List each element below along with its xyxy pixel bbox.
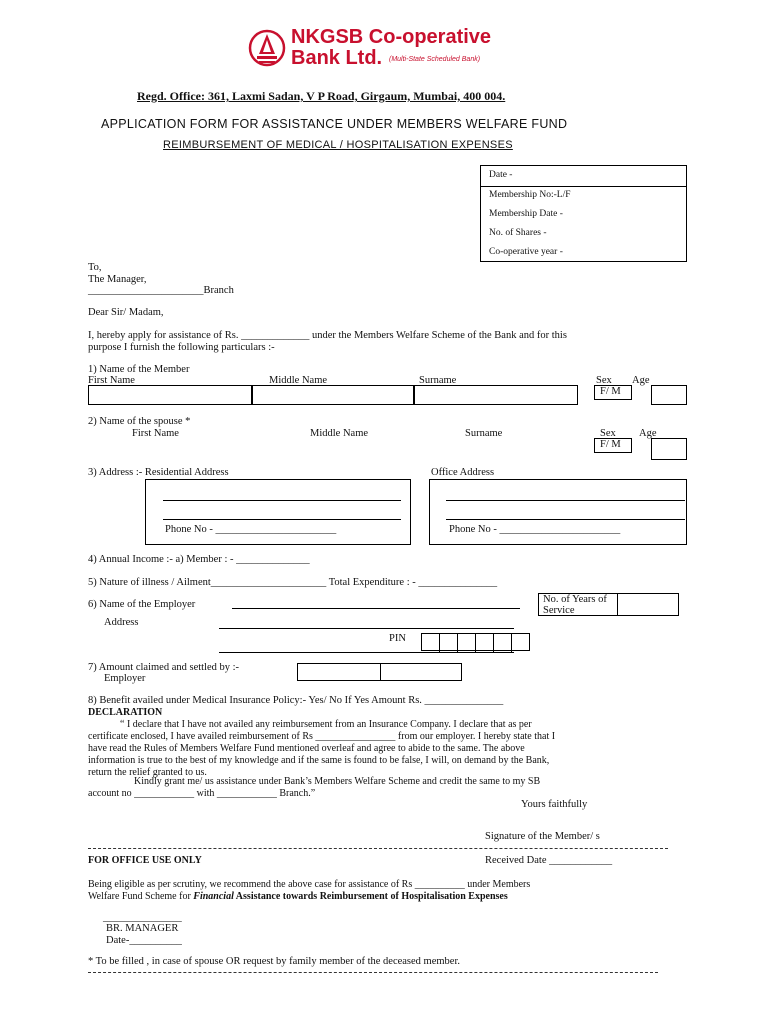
member-name-heading: 1) Name of the Member: [88, 364, 190, 375]
employer-address-line[interactable]: [219, 628, 514, 629]
recommendation-prefix: Welfare Fund Scheme for: [88, 891, 194, 902]
residential-phone-field[interactable]: Phone No - _______________________: [165, 524, 337, 535]
amount-claimed-employer-label: Employer: [104, 673, 146, 684]
spouse-first-name-label: First Name: [132, 428, 179, 439]
residential-address-box[interactable]: [145, 479, 411, 545]
recommendation-italic: Financial: [193, 891, 234, 902]
declaration-line-2: certificate enclosed, I have availed reimbursement of Rs ________________ from our employer. I hereby state that I: [88, 731, 556, 742]
declaration-line-6: Kindly grant me/ us assistance under Bank’s Members Welfare Scheme and credit the same to my SB: [134, 776, 541, 787]
amount-claimed-label: 7) Amount claimed and settled by :-: [88, 662, 240, 673]
declaration-line-3: have read the Rules of Members Welfare Fund mentioned overleaf and agree to abide to the same. The above: [88, 743, 525, 754]
office-address-label: Office Address: [431, 467, 495, 478]
member-signature-label: Signature of the Member/ s: [485, 831, 600, 842]
years-of-service-label: No. of Years of Service: [543, 594, 607, 616]
membership-date-field[interactable]: Date -: [489, 170, 513, 180]
declaration-line-7[interactable]: account no ____________ with ____________ Branch.”: [88, 788, 316, 799]
cooperative-year-field[interactable]: Co-operative year -: [489, 247, 563, 257]
annual-income-field[interactable]: 4) Annual Income :- a) Member : - ______________: [88, 554, 310, 565]
bottom-divider: [88, 972, 658, 973]
member-middle-name-label: Middle Name: [269, 375, 328, 386]
manager-date-field[interactable]: Date-__________: [106, 935, 182, 946]
spouse-age-input[interactable]: [651, 438, 687, 460]
employer-label: 6) Name of the Employer: [88, 599, 196, 610]
employer-input-line[interactable]: [232, 608, 520, 609]
spouse-middle-name-label: Middle Name: [310, 428, 369, 439]
membership-info-box: [480, 165, 687, 262]
pin-input[interactable]: [421, 633, 530, 651]
bank-tagline: (Multi-State Scheduled Bank): [389, 56, 481, 63]
shares-field[interactable]: No. of Shares -: [489, 228, 547, 238]
bank-name-line2: Bank Ltd.: [291, 47, 383, 69]
member-age-input[interactable]: [651, 385, 687, 405]
member-middle-name-input[interactable]: [252, 385, 414, 405]
member-first-name-input[interactable]: [88, 385, 252, 405]
spouse-sex-options: F/ M: [600, 439, 621, 450]
spouse-sex-label: Sex: [600, 428, 616, 439]
recommendation-line-1: Being eligible as per scrutiny, we recommend the above case for assistance of Rs __________ under Members: [88, 879, 531, 890]
spouse-name-heading: 2) Name of the spouse *: [88, 416, 191, 427]
application-line[interactable]: I, hereby apply for assistance of Rs. _____________ under the Members Welfare Scheme of the Bank and for this: [88, 330, 567, 341]
recommendation-bold: Assistance towards Reimbursement of Hospitalisation Expenses: [233, 891, 508, 902]
member-surname-label: Surname: [419, 375, 457, 386]
declaration-line-4: information is true to the best of my knowledge and if the same is found to be false, I will, on demand by the Bank,: [88, 755, 550, 766]
office-address-box[interactable]: [429, 479, 687, 545]
recommendation-line-2: [88, 891, 508, 902]
office-use-heading: FOR OFFICE USE ONLY: [88, 855, 202, 866]
to-label: To,: [88, 262, 102, 273]
member-surname-input[interactable]: [414, 385, 578, 405]
pin-label: PIN: [389, 633, 406, 644]
footnote: * To be filled , in case of spouse OR request by family member of the deceased member.: [88, 956, 461, 967]
declaration-line-5: return the relief granted to us.: [88, 767, 207, 778]
member-age-label: Age: [632, 375, 650, 386]
spouse-age-label: Age: [639, 428, 657, 439]
bank-emblem-icon: [247, 28, 287, 72]
application-purpose: purpose I furnish the following particulars :-: [88, 342, 275, 353]
yours-faithfully: Yours faithfully: [521, 799, 588, 810]
registered-office: Regd. Office: 361, Laxmi Sadan, V P Road, Girgaum, Mumbai, 400 004.: [137, 89, 506, 103]
insurance-benefit-field[interactable]: 8) Benefit availed under Medical Insurance Policy:- Yes/ No If Yes Amount Rs. _______________: [88, 695, 504, 706]
declaration-heading: DECLARATION: [88, 707, 163, 718]
illness-expenditure-field[interactable]: 5) Nature of illness / Ailment______________________ Total Expenditure : - _______________: [88, 577, 498, 588]
br-manager-label: BR. MANAGER: [106, 923, 179, 934]
declaration-line-1: “ I declare that I have not availed any reimbursement from an Insurance Company. I declare that as per: [120, 719, 532, 730]
manager-signature-line[interactable]: _______________: [103, 912, 182, 923]
manager-label: The Manager,: [88, 274, 147, 285]
salutation: Dear Sir/ Madam,: [88, 307, 164, 318]
office-phone-field[interactable]: Phone No - _______________________: [449, 524, 621, 535]
bank-logo: [247, 26, 507, 76]
form-title: APPLICATION FORM FOR ASSISTANCE UNDER MEMBERS WELFARE FUND: [101, 117, 568, 131]
membership-no-field[interactable]: Membership No:-L/F: [489, 190, 571, 200]
received-date-field[interactable]: Received Date ____________: [485, 855, 613, 866]
form-subtitle: REIMBURSEMENT OF MEDICAL / HOSPITALISATION EXPENSES: [163, 139, 513, 151]
member-sex-options: F/ M: [600, 386, 621, 397]
bank-name-line1: NKGSB Co-operative: [291, 26, 492, 48]
amount-claimed-input[interactable]: [297, 663, 462, 681]
membership-since-field[interactable]: Membership Date -: [489, 209, 563, 219]
employer-address-label: Address: [104, 617, 139, 628]
branch-field[interactable]: ______________________Branch: [88, 285, 234, 296]
member-sex-label: Sex: [596, 375, 612, 386]
residential-address-label: 3) Address :- Residential Address: [88, 467, 229, 478]
spouse-surname-label: Surname: [465, 428, 503, 439]
member-first-name-label: First Name: [88, 375, 135, 386]
section-divider: [88, 848, 668, 849]
